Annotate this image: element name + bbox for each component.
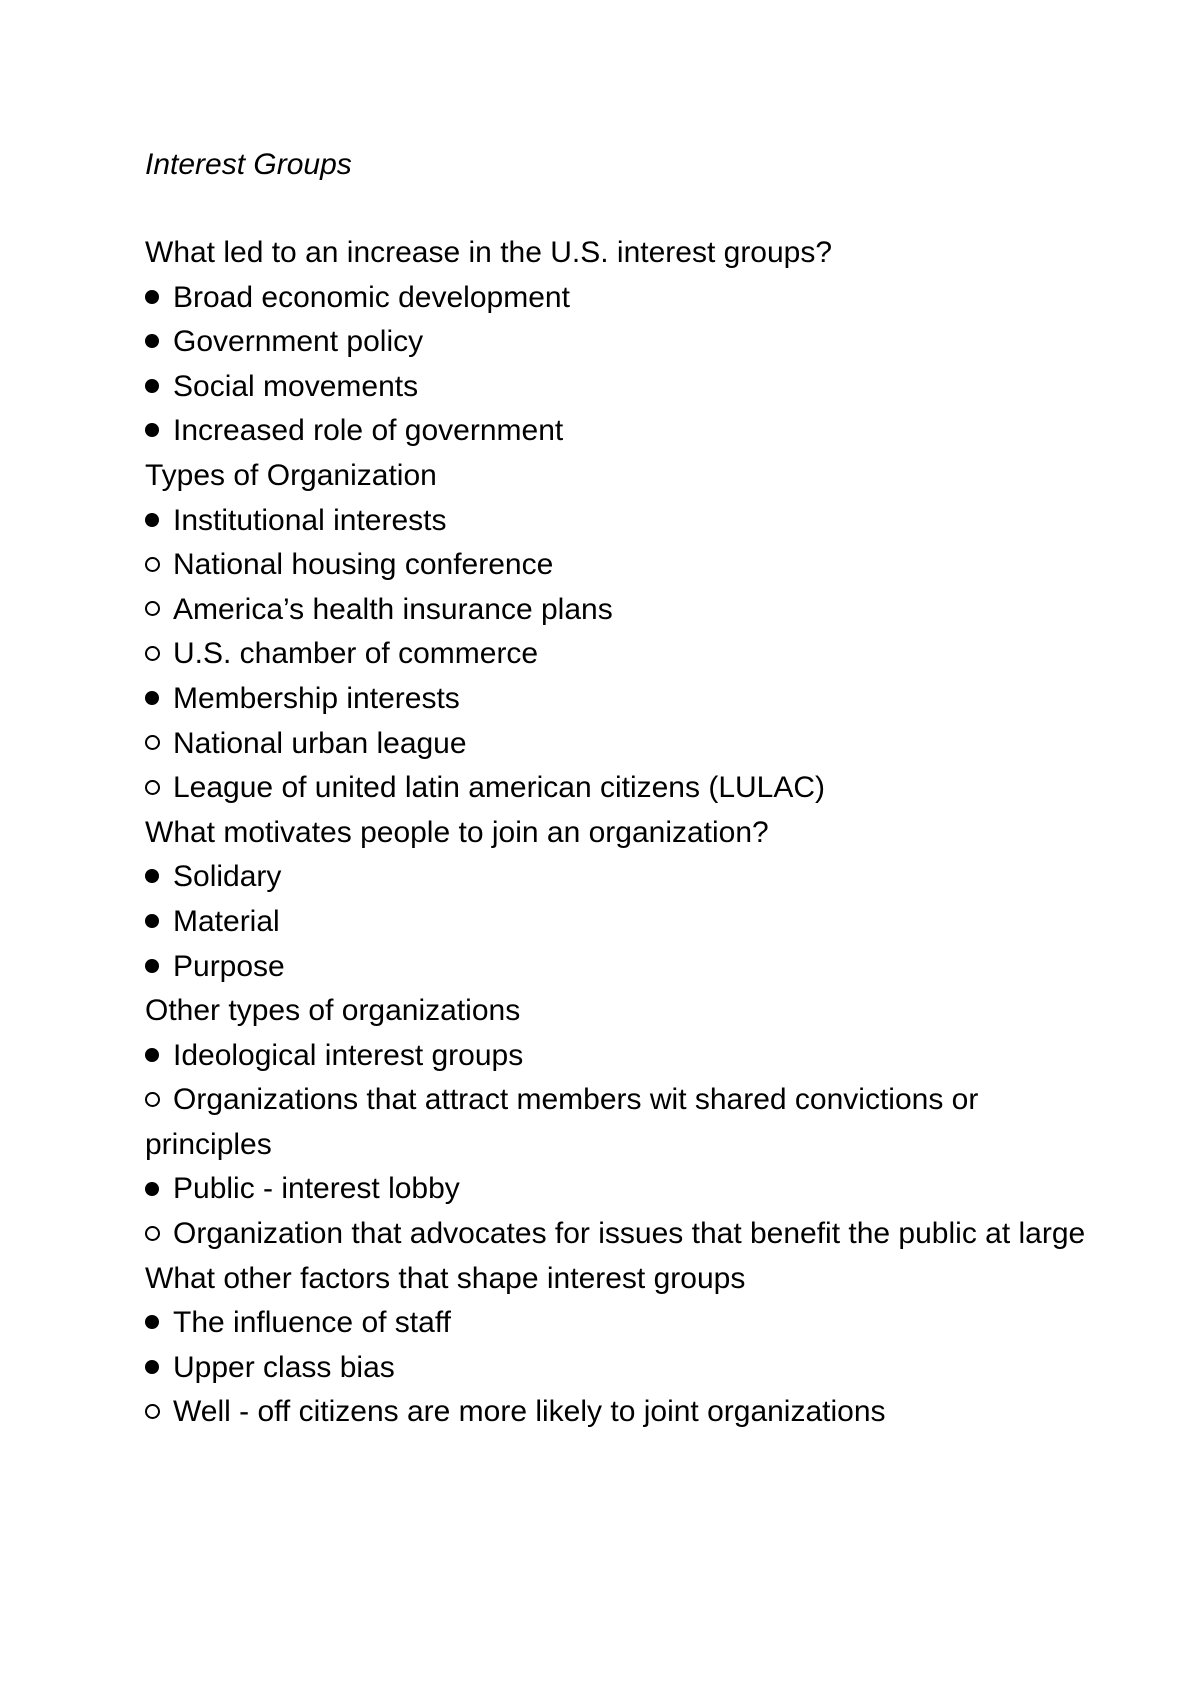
filled-bullet-icon	[145, 677, 173, 722]
bullet-item	[145, 1167, 1105, 1212]
filled-bullet-icon	[145, 1301, 173, 1346]
bullet-item	[145, 499, 1105, 544]
document-title: Interest Groups	[145, 148, 352, 181]
section-heading	[145, 231, 1105, 276]
hollow-bullet-icon	[145, 722, 173, 767]
line-text: Government policy	[173, 325, 424, 359]
line-text: Public - interest lobby	[173, 1172, 460, 1206]
document-body	[145, 231, 1105, 1435]
filled-bullet-icon	[145, 1346, 173, 1391]
sub-bullet-item	[145, 543, 1105, 588]
sub-bullet-item	[145, 766, 1105, 811]
sub-bullet-item	[145, 1212, 1105, 1257]
hollow-bullet-icon	[145, 1078, 173, 1123]
line-text: U.S. chamber of commerce	[173, 637, 539, 671]
section-heading	[145, 989, 1105, 1034]
line-text: Organization that advocates for issues that benefit the public at large	[173, 1217, 1086, 1251]
line-text: Increased role of government	[173, 414, 564, 448]
filled-bullet-icon	[145, 320, 173, 365]
line-text: What other factors that shape interest groups	[145, 1261, 746, 1295]
line-text: Well - off citizens are more likely to joint organizations	[173, 1395, 886, 1429]
bullet-item	[145, 276, 1105, 321]
hollow-bullet-icon	[145, 1390, 173, 1435]
sub-bullet-item	[145, 588, 1105, 633]
bullet-item	[145, 409, 1105, 454]
line-text: Purpose	[173, 949, 285, 983]
section-heading	[145, 811, 1105, 856]
hollow-bullet-icon	[145, 543, 173, 588]
filled-bullet-icon	[145, 945, 173, 990]
filled-bullet-icon	[145, 1167, 173, 1212]
bullet-item	[145, 945, 1105, 990]
hollow-bullet-icon	[145, 766, 173, 811]
line-text: Institutional interests	[173, 503, 447, 537]
bullet-item	[145, 900, 1105, 945]
filled-bullet-icon	[145, 855, 173, 900]
filled-bullet-icon	[145, 276, 173, 321]
line-text: National urban league	[173, 726, 467, 760]
line-text: Organizations that attract members wit shared convictions or principles	[145, 1083, 979, 1161]
line-text: Broad economic development	[173, 280, 570, 314]
line-text: Social movements	[173, 369, 419, 403]
line-text: Material	[173, 904, 280, 938]
line-text: Solidary	[173, 860, 282, 894]
line-text: Membership interests	[173, 681, 460, 715]
bullet-item	[145, 1346, 1105, 1391]
bullet-item	[145, 1301, 1105, 1346]
hollow-bullet-icon	[145, 1212, 173, 1257]
filled-bullet-icon	[145, 365, 173, 410]
line-text: League of united latin american citizens (LULAC)	[173, 771, 826, 805]
filled-bullet-icon	[145, 900, 173, 945]
sub-bullet-item	[145, 1078, 1105, 1167]
line-text: National housing conference	[173, 548, 554, 582]
document-page	[145, 143, 1105, 1435]
sub-bullet-item	[145, 632, 1105, 677]
sub-bullet-item	[145, 722, 1105, 767]
line-text: Ideological interest groups	[173, 1038, 524, 1072]
bullet-item	[145, 320, 1105, 365]
bullet-item	[145, 855, 1105, 900]
sub-bullet-item	[145, 1390, 1105, 1435]
bullet-item	[145, 677, 1105, 722]
section-heading	[145, 1257, 1105, 1302]
filled-bullet-icon	[145, 499, 173, 544]
filled-bullet-icon	[145, 1034, 173, 1079]
line-text: Upper class bias	[173, 1350, 395, 1384]
filled-bullet-icon	[145, 409, 173, 454]
line-text: The influence of staff	[173, 1306, 451, 1340]
line-text: What led to an increase in the U.S. interest groups?	[145, 236, 833, 269]
line-text: What motivates people to join an organization?	[145, 815, 769, 849]
hollow-bullet-icon	[145, 588, 173, 633]
section-heading	[145, 454, 1105, 499]
hollow-bullet-icon	[145, 632, 173, 677]
line-text: America’s health insurance plans	[173, 592, 613, 626]
line-text: Types of Organization	[145, 458, 437, 492]
bullet-item	[145, 365, 1105, 410]
line-text: Other types of organizations	[145, 994, 521, 1028]
bullet-item	[145, 1034, 1105, 1079]
